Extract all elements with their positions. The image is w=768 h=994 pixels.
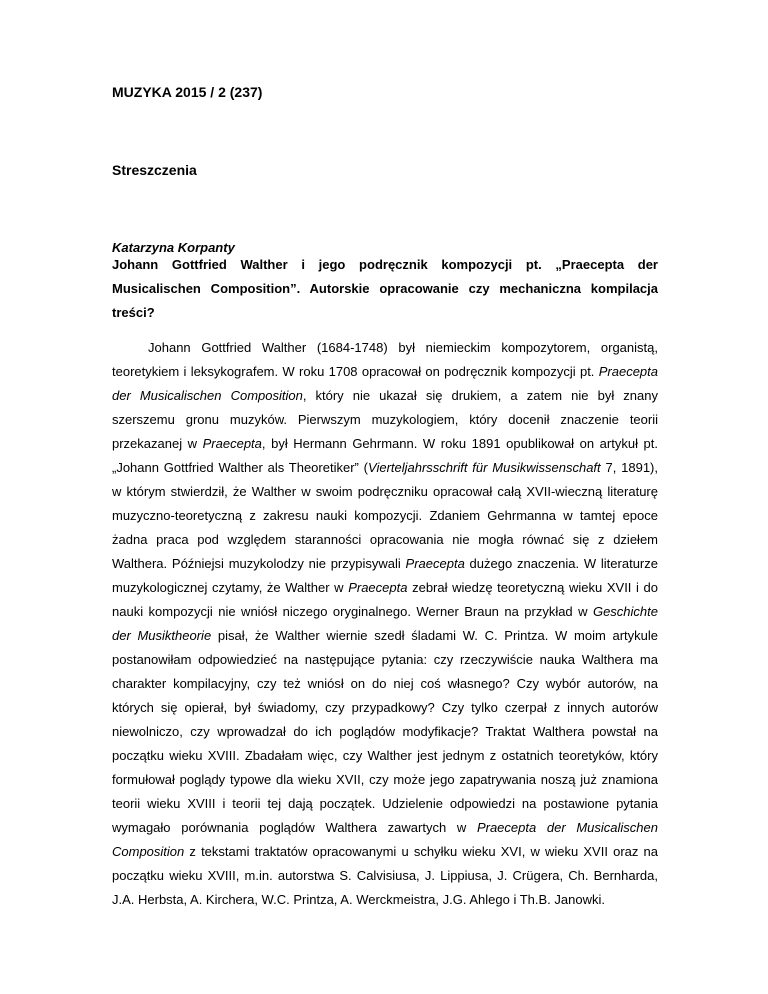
abstract-segment: Johann Gottfried Walther (1684-1748) był niemieckim kompozytorem, organistą, teoretykiem i leksykografem. W roku 1708 opracował on podręcznik kompozycji pt. [112,340,658,379]
article-title: Johann Gottfried Walther i jego podręcznik kompozycji pt. „Praecepta der Musicalischen Composition”. Autorskie opracowanie czy mechaniczna kompilacja treści? [112,257,658,320]
abstract-segment: , który nie ukazał się drukiem, a zatem nie był znany szerszemu gronu muzyków. Pierwszym muzykologiem, który docenił znaczenie teorii przekazanej w [112,388,658,451]
abstract-italic-segment: Praecepta der Musicalischen Composition [112,820,658,859]
abstract-italic-segment: Geschichte der Musiktheorie [112,604,658,643]
abstract-segment: 7, 1891), w którym stwierdził, że Walther w swoim podręczniku opracował całą XVII-wieczną literaturę muzyczno-teoretyczną z zakresu nauki kompozycji. Zdaniem Gehrmanna w tamtej epoce żadna praca pod względem staranności opracowania nie mogła równać się z dziełem Walthera. Późniejsi muzykolodzy nie przypisywali [112,460,658,571]
abstract-segment: , był Hermann Gehrmann. W roku 1891 opublikował on artykuł pt. „Johann Gottfried Walther als Theoretiker” ( [112,436,658,475]
abstract-italic-segment: Praecepta [202,436,262,451]
abstract-segment: zebrał wiedzę teoretyczną wieku XVII i do nauki kompozycji nie wniósł niczego oryginalnego. Werner Braun na przykład w [112,580,658,619]
abstract-italic-segment: Praecepta [348,580,408,595]
abstract-italic-segment: Praecepta [405,556,465,571]
abstract-segment: z tekstami traktatów opracowanymi u schyłku wieku XVI, w wieku XVII oraz na początku wieku XVIII, m.in. autorstwa S. Calvisiusa, J. Lippiusa, J. Crügera, Ch. Bernharda, J.A. Herbsta, A. Kirchera, W.C. Printza, A. Werckmeistra, J.G. Ahlego i Th.B. Janowki. [112,844,658,907]
journal-issue-heading: MUZYKA 2015 / 2 (237) [112,84,263,100]
abstract-italic-segment: Praecepta der Musicalischen Composition [112,364,658,403]
section-heading: Streszczenia [112,162,197,178]
abstract-segment: pisał, że Walther wiernie szedł śladami W. C. Printza. W moim artykule postanowiłam odpowiedzieć na następujące pytania: czy rzeczywiście nauka Walthera ma charakter kompilacyjny, czy też wniósł on do niej coś własnego? Czy wybór autorów, na których się opierał, był świadomy, czy przypadkowy? Czy tylko czerpał z innych autorów niewolniczo, czy wprowadzał do ich poglądów modyfikacje? Traktat Walthera powstał na początku wieku XVIII. Zbadałam więc, czy Walther jest jednym z ostatnich teoretyków, który formułował poglądy typowe dla wieku XVII, czy może jego zapatrywania noszą już znamiona teorii wieku XVIII i teorii tej dają początek. Udzielenie odpowiedzi na postawione pytania wymagało porównania poglądów Walthera zawartych w [112,628,658,835]
article-author: Katarzyna Korpanty [112,240,235,255]
abstract-italic-segment: Vierteljahrsschrift für Musikwissenschaft [368,460,601,475]
article-abstract [112,336,658,912]
abstract-segment: dużego znaczenia. W literaturze muzykologicznej czytamy, że Walther w [112,556,658,595]
